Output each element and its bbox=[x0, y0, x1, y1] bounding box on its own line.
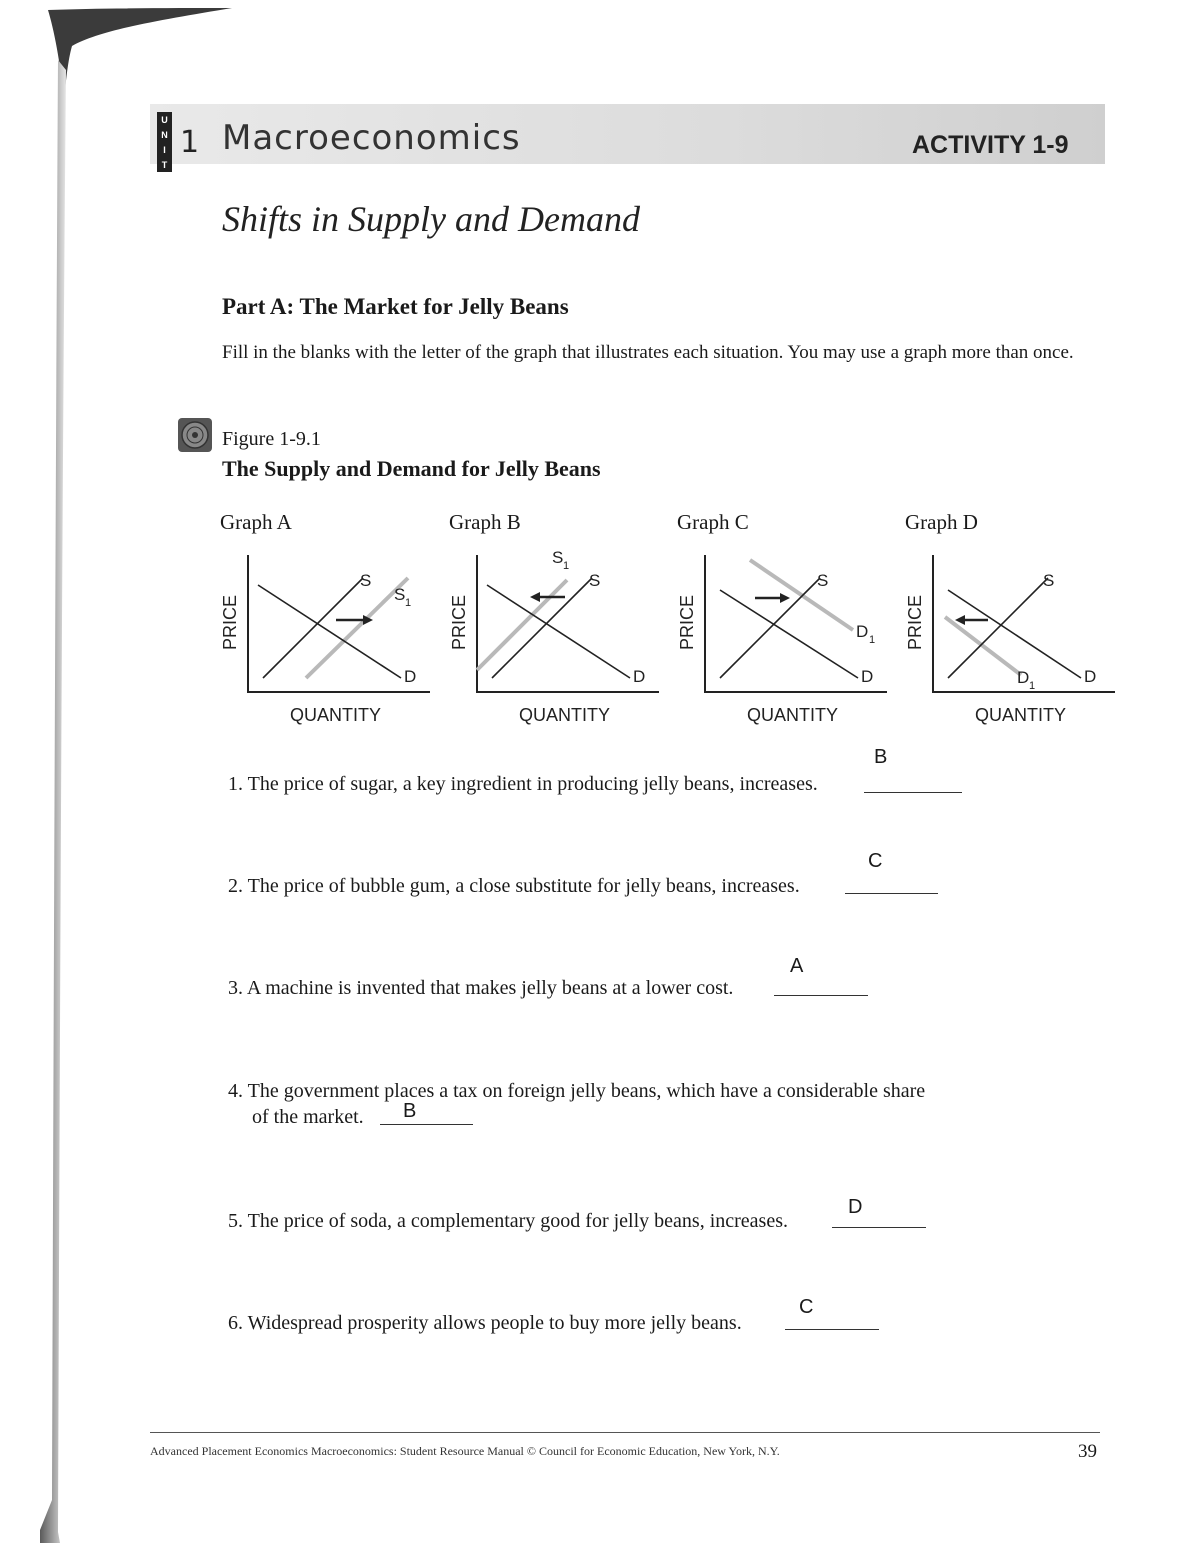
answer-2: C bbox=[868, 850, 883, 872]
graph-d-xlabel: QUANTITY bbox=[975, 705, 1067, 725]
graph-b-label-s: S bbox=[589, 571, 601, 590]
graph-b-demand-line bbox=[487, 585, 630, 678]
graph-b-ylabel: PRICE bbox=[449, 594, 469, 650]
question-text: A machine is invented that makes jelly beans at a lower cost. bbox=[246, 977, 734, 999]
graph-c-label-d: D bbox=[861, 667, 874, 686]
answer-blank-6[interactable] bbox=[785, 1329, 879, 1330]
question-text: The government places a tax on foreign jelly beans, which have a considerable share bbox=[247, 1080, 926, 1102]
graph-a-xlabel: QUANTITY bbox=[290, 705, 382, 725]
graph-d bbox=[903, 545, 1103, 735]
answer-1: B bbox=[874, 746, 888, 768]
graph-d-label-d1-sub: 1 bbox=[1029, 680, 1036, 692]
answer-4: B bbox=[403, 1100, 417, 1122]
answer-blank-3[interactable] bbox=[774, 995, 868, 996]
graph-b-label-s1: S bbox=[552, 548, 564, 567]
graph-c bbox=[675, 545, 875, 735]
graph-b-name: Graph B bbox=[449, 510, 521, 534]
graph-d-supply-line bbox=[948, 578, 1048, 678]
question-4-continued: of the market. bbox=[252, 1106, 364, 1128]
graph-a-label-s: S bbox=[360, 571, 372, 590]
question-number: 6. bbox=[228, 1312, 243, 1334]
graph-c-ylabel: PRICE bbox=[677, 594, 697, 650]
unit-tab-letter: N bbox=[161, 129, 168, 140]
question-text: The price of bubble gum, a close substitute for jelly beans, increases. bbox=[247, 875, 800, 897]
graph-a-ylabel: PRICE bbox=[220, 594, 240, 650]
activity-label: ACTIVITY 1-9 bbox=[912, 131, 1069, 159]
answer-blank-4[interactable] bbox=[380, 1124, 473, 1125]
question-text: Widespread prosperity allows people to buy more jelly beans. bbox=[247, 1312, 742, 1334]
graph-b-xlabel: QUANTITY bbox=[519, 705, 611, 725]
figure-title: The Supply and Demand for Jelly Beans bbox=[222, 456, 601, 481]
part-a-title: Part A: The Market for Jelly Beans bbox=[222, 294, 569, 319]
graph-d-name: Graph D bbox=[905, 510, 978, 534]
question-text: The price of soda, a complementary good for jelly beans, increases. bbox=[247, 1210, 788, 1232]
question-number: 3. bbox=[228, 977, 243, 999]
unit-tab-letter: T bbox=[161, 159, 168, 170]
question-2 bbox=[228, 875, 800, 898]
graph-c-supply-line bbox=[720, 578, 820, 678]
graph-a-name: Graph A bbox=[220, 510, 292, 534]
graph-a-axes bbox=[248, 555, 430, 692]
unit-tab bbox=[157, 112, 172, 172]
answer-6: C bbox=[799, 1296, 814, 1318]
graph-d-demand-shifted-line bbox=[945, 617, 1021, 675]
question-text: The price of sugar, a key ingredient in producing jelly beans, increases. bbox=[247, 773, 818, 795]
graph-a-supply-line bbox=[263, 578, 363, 678]
footer-credit: Advanced Placement Economics Macroeconomics: Student Resource Manual © Council for Economic Education, New York, N.Y. bbox=[150, 1444, 780, 1458]
graph-d-shift-arrow bbox=[955, 615, 988, 625]
question-number: 2. bbox=[228, 875, 243, 897]
graph-c-shift-arrow bbox=[755, 593, 790, 603]
question-3 bbox=[228, 977, 733, 1000]
graph-c-label-d1: D bbox=[856, 622, 869, 641]
graph-c-xlabel: QUANTITY bbox=[747, 705, 839, 725]
graph-c-label-s: S bbox=[817, 571, 829, 590]
graph-c-label-d1-sub: 1 bbox=[869, 634, 876, 646]
instructions: Fill in the blanks with the letter of the graph that illustrates each situation. You may use a graph more than once. bbox=[222, 342, 1074, 363]
unit-tab-letter: I bbox=[163, 144, 166, 155]
answer-blank-2[interactable] bbox=[845, 893, 938, 894]
graph-a bbox=[218, 545, 418, 735]
question-1 bbox=[228, 773, 818, 796]
unit-tab-letter: U bbox=[161, 114, 168, 125]
question-6 bbox=[228, 1312, 742, 1335]
graph-b-axes bbox=[477, 555, 659, 692]
graph-d-label-s: S bbox=[1043, 571, 1055, 590]
cd-icon bbox=[177, 417, 213, 453]
question-5 bbox=[228, 1210, 788, 1233]
graph-a-label-d: D bbox=[404, 667, 417, 686]
graph-a-demand-line bbox=[258, 585, 401, 678]
question-number: 1. bbox=[228, 773, 243, 795]
page-number: 39 bbox=[1078, 1441, 1097, 1462]
graph-b-label-d: D bbox=[633, 667, 646, 686]
graph-a-label-s1: S bbox=[394, 585, 406, 604]
graph-b bbox=[447, 545, 647, 735]
figure-label: Figure 1-9.1 bbox=[222, 428, 321, 450]
footer-rule bbox=[150, 1432, 1100, 1433]
graph-b-supply-shifted-line bbox=[477, 580, 567, 670]
unit-title: Macroeconomics bbox=[222, 118, 521, 158]
graph-c-demand-line bbox=[720, 590, 858, 678]
graph-d-label-d: D bbox=[1084, 667, 1097, 686]
page-title: Shifts in Supply and Demand bbox=[222, 199, 640, 239]
graph-b-supply-line bbox=[492, 578, 592, 678]
answer-3: A bbox=[790, 955, 804, 977]
question-number: 4. bbox=[228, 1080, 243, 1102]
page-binding-shadow bbox=[0, 0, 240, 1553]
graph-a-supply-shifted-line bbox=[306, 578, 408, 678]
question-4 bbox=[228, 1080, 925, 1103]
answer-blank-5[interactable] bbox=[832, 1227, 926, 1228]
question-number: 5. bbox=[228, 1210, 243, 1232]
graph-d-ylabel: PRICE bbox=[905, 594, 925, 650]
graph-d-label-d1: D bbox=[1017, 668, 1030, 687]
graph-c-name: Graph C bbox=[677, 510, 749, 534]
answer-5: D bbox=[848, 1196, 863, 1218]
graph-b-label-s1-sub: 1 bbox=[563, 560, 570, 572]
graph-a-label-s1-sub: 1 bbox=[405, 597, 412, 609]
unit-number: 1 bbox=[180, 125, 200, 160]
answer-blank-1[interactable] bbox=[864, 792, 962, 793]
